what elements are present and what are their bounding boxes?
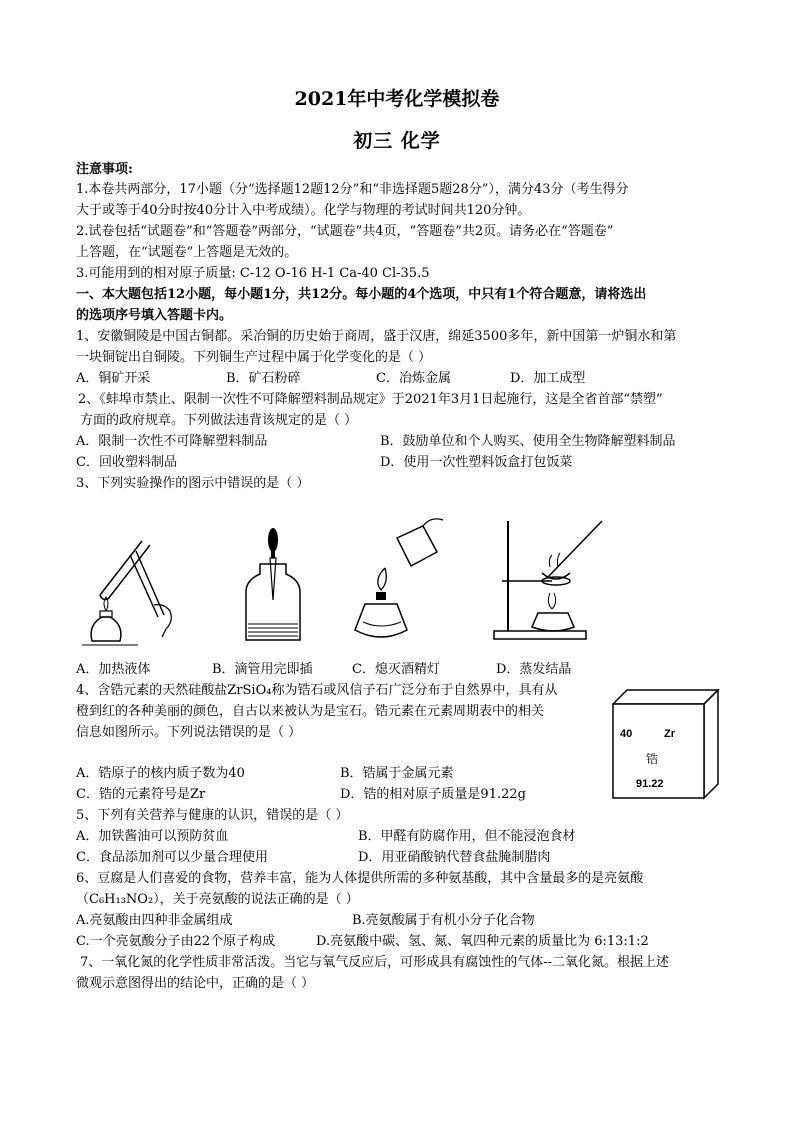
q4-stem: 信息如图所示。下列说法错误的是（ ）	[76, 725, 302, 740]
q4-option-d: D．锆的相对原子质量是91.22g	[340, 787, 526, 802]
dropper-bottle-illustration	[238, 528, 308, 646]
q5-option-d: D．用亚硝酸钠代替食盐腌制腊肉	[358, 850, 551, 865]
evaporation-illustration	[492, 515, 610, 643]
heating-liquid-illustration	[78, 525, 188, 655]
q4-option-c: C．锆的元素符号是Zr	[76, 787, 206, 802]
q1-option-c: C．冶炼金属	[376, 371, 451, 386]
q7-stem: 7、一氧化氮的化学性质非常活泼。当它与氧气反应后，可形成具有腐蚀性的气体--二氧化氮。根据上述	[80, 955, 670, 970]
q2-option-d: D．使用一次性塑料饭盒打包饭菜	[380, 455, 573, 470]
notes-line: 上答题，在“试题卷”上答题是无效的。	[76, 245, 298, 260]
q2-stem: 2、《蚌埠市禁止、限制一次性不可降解塑料制品规定》于2021年3月1日起施行，这是全省首部“禁塑”	[78, 392, 663, 407]
q2-option-b: B．鼓励单位和个人购买、使用全生物降解塑料制品	[380, 434, 676, 449]
q4-stem: 4、含锆元素的天然硅酸盐ZrSiO₄称为锆石或风信子石广泛分布于自然界中，具有从	[76, 683, 558, 698]
q2-option-a: A．限制一次性不可降解塑料制品	[76, 434, 268, 449]
q1-option-d: D．加工成型	[510, 371, 586, 386]
q1-stem: 一块铜锭出自铜陵。下列铜生产过程中属于化学变化的是（ ）	[76, 350, 432, 365]
section1-line2: 的选项序号填入答题卡内。	[76, 308, 233, 323]
notes-line: 2.试卷包括“试题卷”和“答题卷”两部分，“试题卷”共4页，“答题卷”共2页。请务必在“答题卷”	[76, 224, 614, 239]
q6-stem: 6、豆腐是人们喜爱的食物，营养丰富，能为人体提供所需的多种氨基酸，其中含量最多的是亮氨酸	[76, 871, 644, 886]
q1-option-a: A．铜矿开采	[76, 371, 151, 386]
q2-option-c: C．回收塑料制品	[76, 455, 177, 470]
notes-line: 大于或等于40分时按40分计入中考成绩）。化学与物理的考试时间共120分钟。	[76, 203, 531, 218]
notes-line: 3.可能用到的相对原子质量: C-12 O-16 H-1 Ca-40 Cl-35.5	[76, 266, 430, 281]
q3-stem: 3、下列实验操作的图示中错误的是（ ）	[76, 476, 310, 491]
element-cell-3d	[612, 688, 720, 802]
q5-stem: 5、下列有关营养与健康的认识，错误的是（ ）	[76, 808, 349, 823]
q1-stem: 1、安徽铜陵是中国古铜都。采冶铜的历史始于商周，盛于汉唐，绵延3500多年，新中国第一炉铜水和第	[76, 329, 677, 344]
q4-stem: 橙到红的各种美丽的颜色，自古以来被认为是宝石。锆元素在元素周期表中的相关	[76, 704, 545, 719]
q6-option-c: C.一个亮氨酸分子由22个原子构成	[76, 934, 276, 949]
element-name: 锆	[646, 752, 659, 766]
q3-option-b: B．滴管用完即插	[212, 662, 313, 677]
notes-heading: 注意事项:	[76, 162, 133, 177]
q4-option-b: B．锆属于金属元素	[340, 766, 454, 781]
q6-option-d: D.亮氨酸中碳、氢、氮、氧四种元素的质量比为 6:13:1:2	[316, 934, 649, 949]
q3-option-a: A．加热液体	[76, 662, 151, 677]
q6-stem: （C₆H₁₃NO₂），关于亮氨酸的说法正确的是（ ）	[76, 892, 359, 907]
section1-line1: 一、本大题包括12小题，每小题1分，共12分。每小题的4个选项，中只有1个符合题意，请将选出	[76, 287, 647, 302]
element-mass: 91.22	[636, 778, 664, 790]
q6-option-a: A.亮氨酸由四种非金属组成	[76, 913, 233, 928]
q3-option-d: D．蒸发结晶	[496, 662, 572, 677]
q2-stem: 方面的政府规章。下列做法违背该规定的是（ ）	[80, 413, 358, 428]
exam-title: 2021年中考化学模拟卷	[294, 88, 500, 110]
element-number: 40	[620, 728, 633, 740]
q7-stem: 微观示意图得出的结论中，正确的是（ ）	[76, 976, 315, 991]
q5-option-b: B．甲醛有防腐作用，但不能浸泡食材	[358, 829, 576, 844]
notes-line: 1.本卷共两部分，17小题（分“选择题12题12分”和“非选择题5题28分”），满分43分（考生得分	[76, 182, 629, 197]
q3-option-c: C．熄灭酒精灯	[352, 662, 440, 677]
q1-option-b: B．矿石粉碎	[226, 371, 301, 386]
q4-option-a: A．锆原子的核内质子数为40	[76, 766, 245, 781]
element-symbol: Zr	[664, 728, 675, 740]
alcohol-lamp-illustration	[345, 512, 445, 650]
q5-option-c: C．食品添加剂可以少量合理使用	[76, 850, 268, 865]
q5-option-a: A．加铁酱油可以预防贫血	[76, 829, 229, 844]
q6-option-b: B.亮氨酸属于有机小分子化合物	[352, 913, 535, 928]
exam-subtitle: 初三 化学	[353, 130, 441, 152]
